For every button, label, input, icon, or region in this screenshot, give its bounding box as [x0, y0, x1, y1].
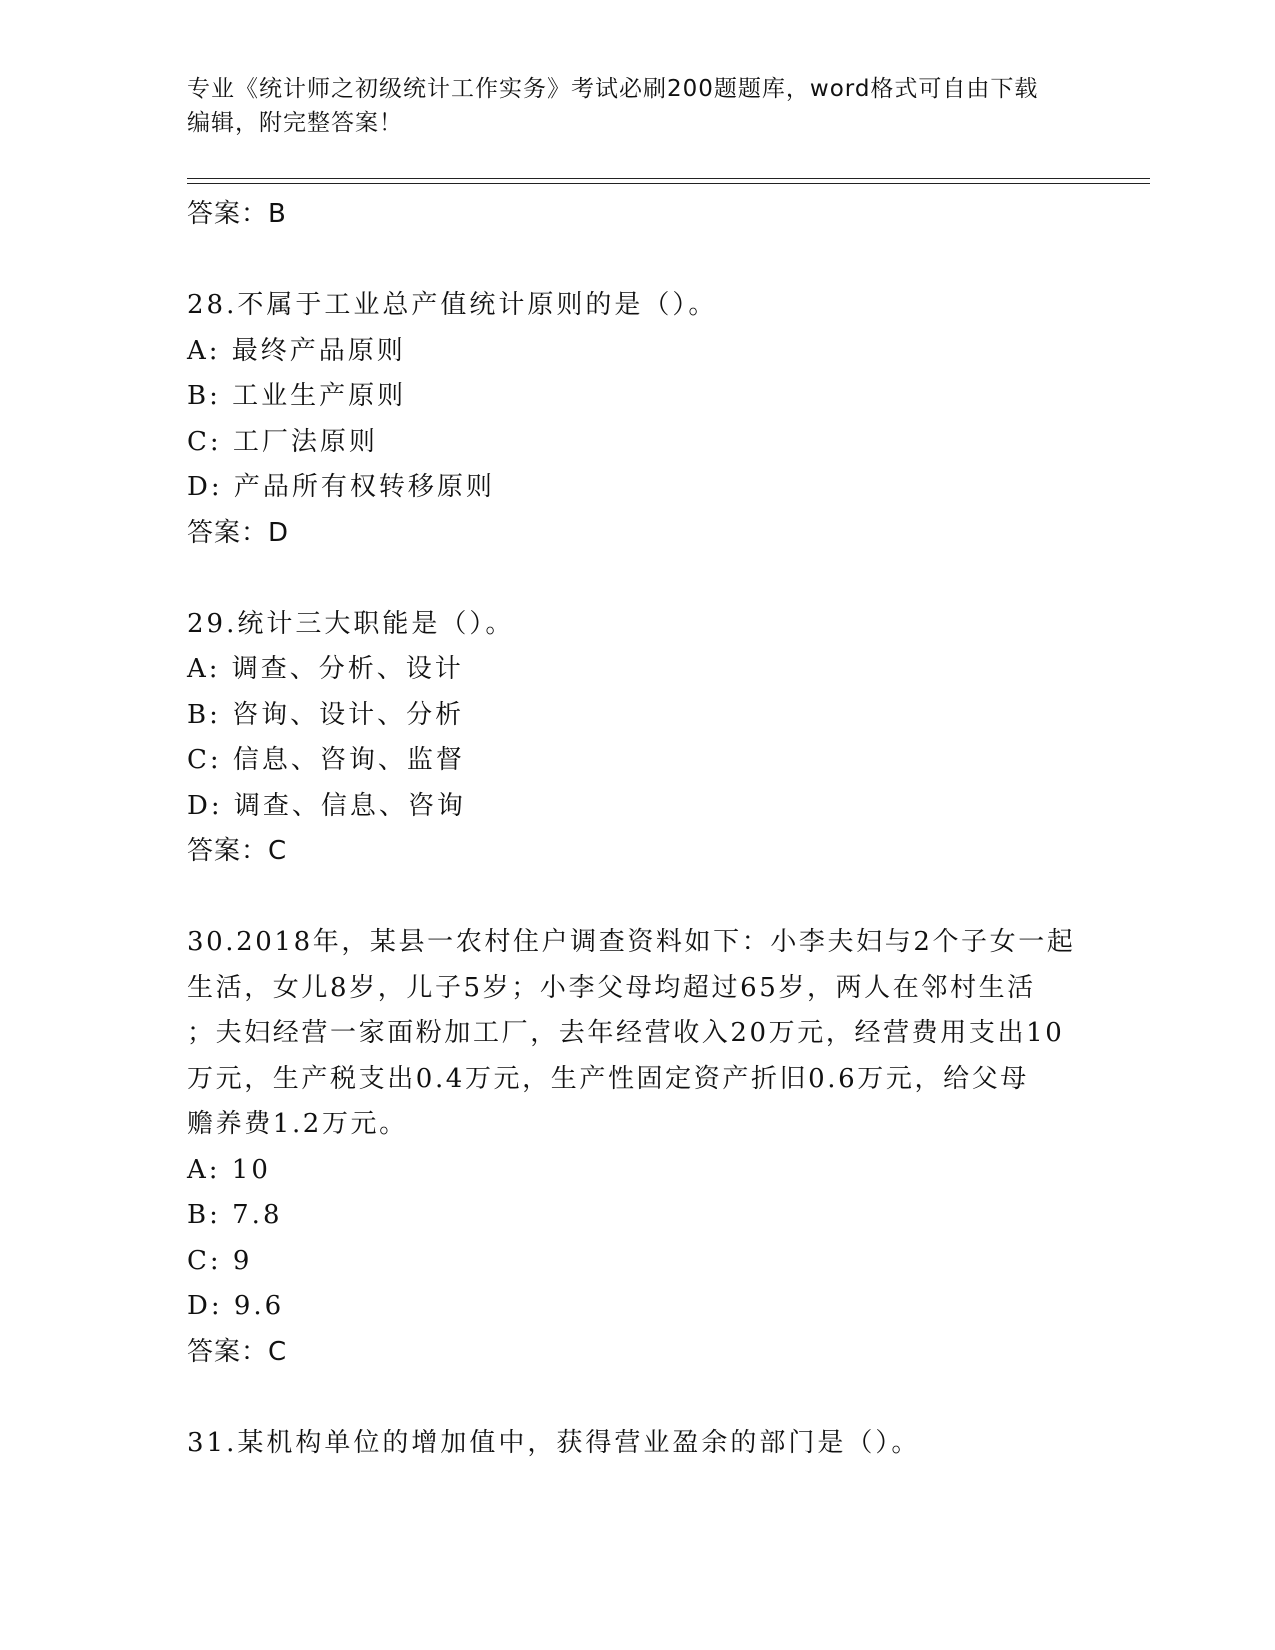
option-c: C: 工厂法原则: [187, 426, 378, 457]
question-stem-line-3: ；夫妇经营一家面粉加工厂，去年经营收入20万元，经营费用支出10: [187, 1018, 1065, 1048]
option-b: B: 7.8: [187, 1200, 283, 1230]
question-stem: 29.统计三大职能是（）。: [187, 608, 515, 639]
question-29: [187, 602, 1087, 875]
answer-line: 答案：C: [187, 836, 288, 866]
question-28: [187, 283, 1087, 556]
question-30: [187, 920, 1087, 1375]
option-c: C: 9: [187, 1245, 253, 1276]
spacer: [187, 238, 1087, 284]
spacer: [187, 1375, 1087, 1421]
answer-line: 答案：D: [187, 517, 290, 548]
question-list: [187, 192, 1087, 1466]
option-b: B: 工业生产原则: [187, 381, 407, 411]
header-divider-top: [187, 178, 1150, 179]
option-a: A: 10: [187, 1154, 271, 1185]
question-stem-line-4: 万元，生产税支出0.4万元，生产性固定资产折旧0.6万元，给父母: [187, 1063, 1029, 1094]
option-a: A: 调查、分析、设计: [187, 654, 464, 684]
option-d: D: 产品所有权转移原则: [187, 472, 495, 502]
option-d: D: 9.6: [187, 1291, 285, 1321]
previous-answer: 答案：B: [187, 199, 287, 229]
question-stem-line-1: 30.2018年，某县一农村住户调查资料如下：小李夫妇与2个子女一起: [187, 927, 1076, 957]
option-d: D: 调查、信息、咨询: [187, 790, 466, 821]
option-c: C: 信息、咨询、监督: [187, 745, 465, 775]
question-stem-line-2: 生活，女儿8岁，儿子5岁；小李父母均超过65岁，两人在邻村生活: [187, 972, 1036, 1003]
header-line-2: 编辑，附完整答案！: [187, 110, 403, 136]
question-stem: 31.某机构单位的增加值中，获得营业盈余的部门是（）。: [187, 1427, 921, 1458]
option-b: B: 咨询、设计、分析: [187, 699, 465, 730]
question-stem-line-5: 赡养费1.2万元。: [187, 1109, 408, 1139]
header-line-1: 专业《统计师之初级统计工作实务》考试必刷200题题库，word格式可自由下载: [187, 76, 1039, 102]
spacer: [187, 875, 1087, 921]
header-divider-bottom: [187, 183, 1150, 184]
spacer: [187, 556, 1087, 602]
question-stem: 28.不属于工业总产值统计原则的是（）。: [187, 290, 718, 320]
document-header: [187, 72, 1087, 140]
option-a: A: 最终产品原则: [187, 335, 406, 366]
answer-line: 答案：C: [187, 1336, 288, 1367]
question-31: [187, 1421, 1087, 1467]
